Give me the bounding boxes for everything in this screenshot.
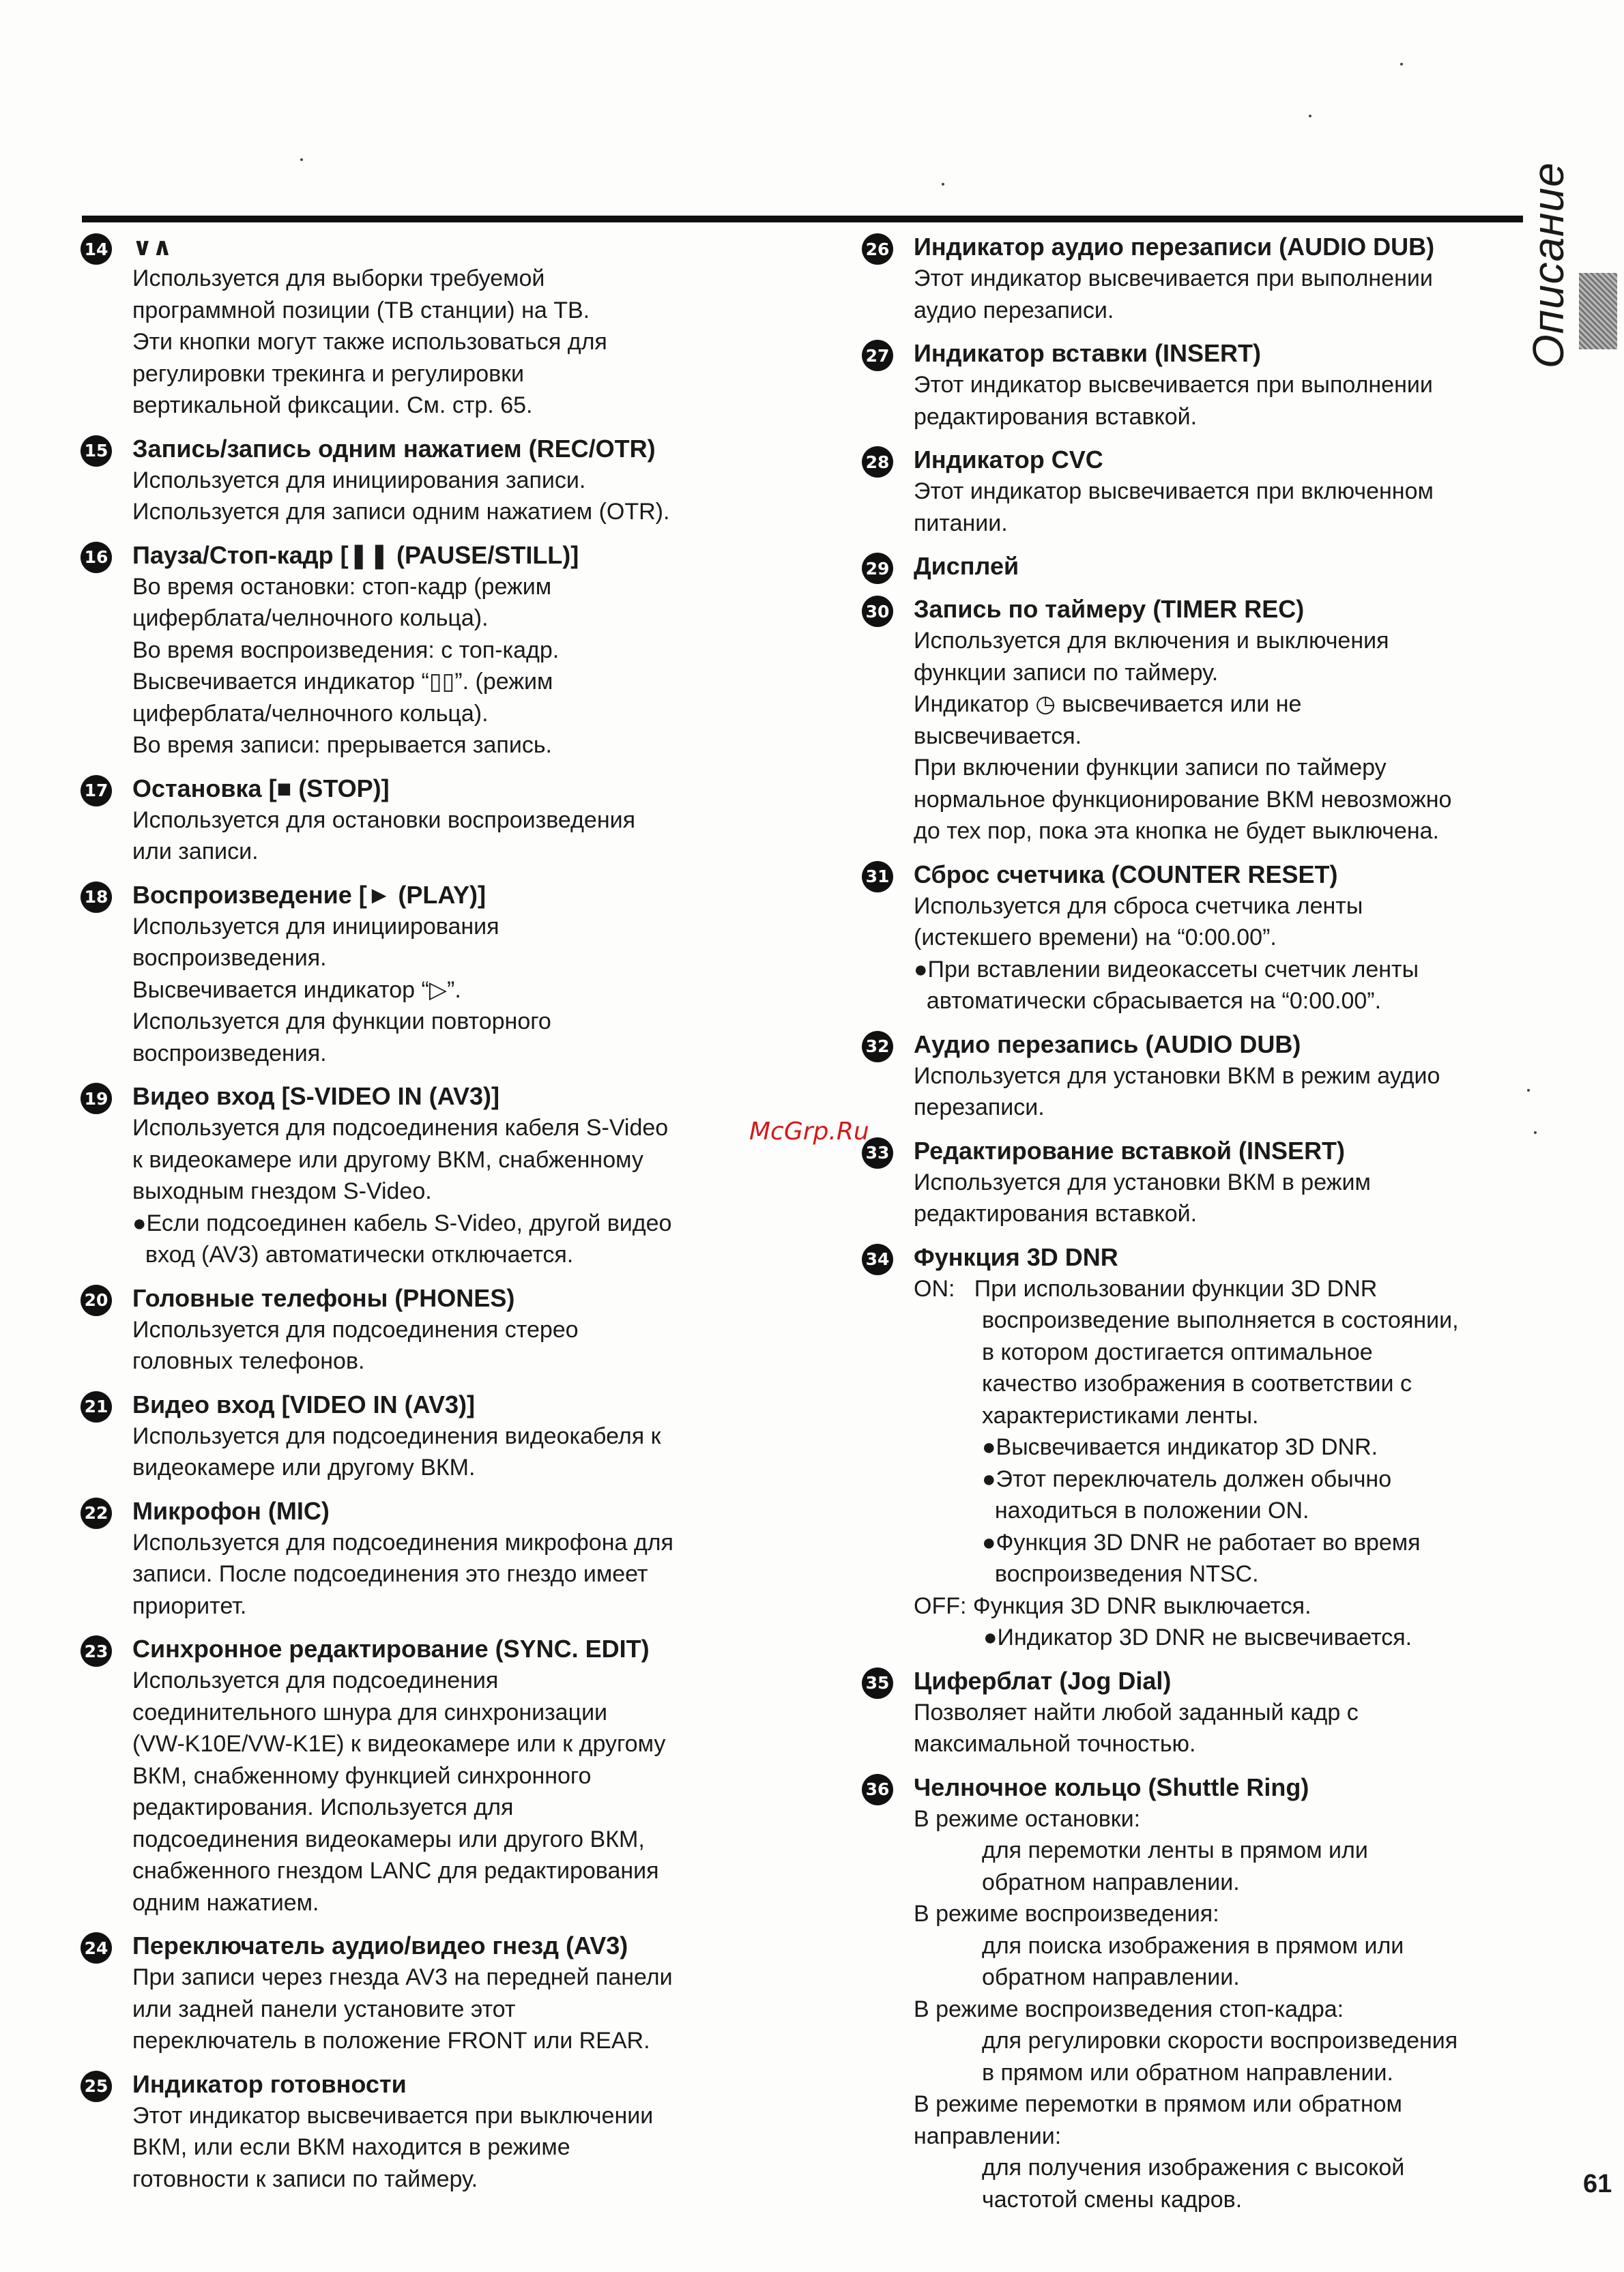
item-text: Используется для инициирования записи. bbox=[132, 467, 586, 493]
item-text: одним нажатием. bbox=[132, 1889, 319, 1916]
item-text: вертикальной фиксации. См. стр. 65. bbox=[132, 392, 533, 418]
scan-speck bbox=[1534, 1131, 1537, 1134]
item-text: ВКМ, или если ВКМ находится в режиме bbox=[132, 2134, 570, 2160]
item-text: характеристиками ленты. bbox=[982, 1402, 1259, 1429]
item-text: Используется для записи одним нажатием (OTR). bbox=[132, 499, 670, 525]
item-text: приоритет. bbox=[132, 1592, 247, 1619]
item-14 bbox=[81, 231, 763, 422]
item-number: 35 bbox=[862, 1667, 893, 1699]
item-text: для поиска изображения в прямом или bbox=[982, 1932, 1404, 1959]
item-number: 14 bbox=[81, 233, 112, 265]
item-text: ВКМ, снабженному функцией синхронного bbox=[132, 1762, 592, 1789]
item-text: Индикатор ◷ высвечивается или не bbox=[914, 691, 1302, 717]
header-rule bbox=[82, 216, 1523, 222]
item-text: (VW-K10E/VW-K1E) к видеокамере или к другому bbox=[132, 1731, 666, 1757]
item-27 bbox=[862, 337, 1531, 433]
item-number: 21 bbox=[81, 1391, 112, 1423]
item-bullet: ●Высвечивается индикатор 3D DNR. bbox=[982, 1434, 1378, 1460]
item-text: переключатель в положение FRONT или REAR. bbox=[132, 2028, 650, 2054]
item-text: воспроизведение выполняется в состоянии, bbox=[982, 1307, 1459, 1333]
item-title: Индикатор вставки (INSERT) bbox=[914, 339, 1261, 367]
item-22 bbox=[81, 1495, 763, 1622]
right-column bbox=[862, 231, 1531, 2226]
item-number: 27 bbox=[862, 340, 893, 371]
item-text: в прямом или обратном направлении. bbox=[982, 2059, 1393, 2086]
item-bullet-cont: автоматически сбрасывается на “0:00.00”. bbox=[914, 988, 1382, 1014]
page-number: 61 bbox=[1583, 2170, 1612, 2198]
item-text: При включении функции записи по таймеру bbox=[914, 755, 1387, 781]
item-title: Микрофон (MIC) bbox=[132, 1496, 330, 1525]
scan-speck bbox=[300, 158, 303, 161]
section-tab-marker bbox=[1579, 273, 1617, 349]
item-16 bbox=[81, 539, 763, 761]
item-text: Используется для подсоединения микрофона для bbox=[132, 1529, 673, 1556]
item-17 bbox=[81, 772, 763, 868]
item-text: воспроизведения. bbox=[132, 945, 327, 971]
item-19 bbox=[81, 1080, 763, 1271]
item-number: 26 bbox=[862, 233, 893, 265]
item-title: Запись/запись одним нажатием (REC/OTR) bbox=[132, 434, 656, 463]
item-bullet: ●При вставлении видеокассеты счетчик ленты bbox=[914, 956, 1419, 982]
item-text: Используется для подсоединения видеокабеля к bbox=[132, 1423, 661, 1449]
item-number: 15 bbox=[81, 435, 112, 467]
item-number: 24 bbox=[81, 1932, 112, 1964]
item-title: Пауза/Стоп-кадр [❚❚ (PAUSE/STILL)] bbox=[132, 540, 579, 569]
item-text: записи. После подсоединения это гнездо имеет bbox=[132, 1561, 648, 1587]
item-30 bbox=[862, 593, 1531, 847]
item-text: аудио перезаписи. bbox=[914, 297, 1114, 323]
item-title: Индикатор готовности bbox=[132, 2069, 407, 2098]
item-text: Используется для инициирования bbox=[132, 913, 499, 940]
item-text: видеокамере или другому ВКМ. bbox=[132, 1455, 476, 1481]
item-bullet-cont: воспроизведения NTSC. bbox=[982, 1561, 1259, 1587]
item-text: В режиме воспроизведения: bbox=[914, 1901, 1219, 1927]
item-title: Аудио перезапись (AUDIO DUB) bbox=[914, 1030, 1301, 1058]
item-title: Видео вход [VIDEO IN (AV3)] bbox=[132, 1390, 475, 1418]
item-text: ON: При использовании функции 3D DNR bbox=[914, 1275, 1378, 1302]
item-title: Переключатель аудио/видео гнезд (AV3) bbox=[132, 1932, 628, 1960]
item-number: 28 bbox=[862, 446, 893, 478]
item-15 bbox=[81, 433, 763, 528]
item-text: Высвечивается индикатор “▯▯”. (режим bbox=[132, 669, 553, 695]
item-text: соединительного шнура для синхронизации bbox=[132, 1699, 608, 1725]
item-24 bbox=[81, 1929, 763, 2057]
scan-speck bbox=[1309, 115, 1311, 117]
item-text: Позволяет найти любой заданный кадр с bbox=[914, 1699, 1359, 1725]
item-text: циферблата/челночного кольца). bbox=[132, 605, 489, 631]
item-text: Используется для установки ВКМ в режим bbox=[914, 1169, 1371, 1195]
item-text: Используется для подсоединения bbox=[132, 1667, 499, 1693]
item-number: 16 bbox=[81, 542, 112, 573]
item-text: подсоединения видеокамеры или другого ВКМ, bbox=[132, 1826, 645, 1852]
item-number: 17 bbox=[81, 775, 112, 806]
item-text: Используется для сброса счетчика ленты bbox=[914, 892, 1363, 919]
item-text: снабженного гнездом LANC для редактирования bbox=[132, 1858, 659, 1884]
item-bullet-cont: вход (AV3) автоматически отключается. bbox=[132, 1242, 574, 1268]
item-text: до тех пор, пока эта кнопка не будет выключена. bbox=[914, 818, 1439, 844]
item-text: готовности к записи по таймеру. bbox=[132, 2166, 478, 2192]
item-text: Используется для функции повторного bbox=[132, 1008, 551, 1034]
item-text: Во время остановки: стоп-кадр (режим bbox=[132, 573, 552, 600]
item-text: Используется для включения и выключения bbox=[914, 628, 1389, 654]
item-text: Высвечивается индикатор “▷”. bbox=[132, 976, 461, 1003]
item-text: нормальное функционирование ВКМ невозможно bbox=[914, 786, 1452, 813]
item-title: Индикатор аудио перезаписи (AUDIO DUB) bbox=[914, 233, 1435, 261]
item-number: 23 bbox=[81, 1635, 112, 1667]
item-bullet: ●Если подсоединен кабель S-Video, другой видео bbox=[132, 1210, 672, 1236]
item-number: 36 bbox=[862, 1774, 893, 1805]
item-bullet: ●Индикатор 3D DNR не высвечивается. bbox=[983, 1625, 1412, 1650]
item-text: Эти кнопки могут также использоваться для bbox=[132, 329, 607, 355]
item-text: редактирования вставкой. bbox=[914, 403, 1198, 430]
item-text: обратном направлении. bbox=[982, 1964, 1240, 1990]
item-text: для регулировки скорости воспроизведения bbox=[982, 2028, 1458, 2054]
item-title: Остановка [■ (STOP)] bbox=[132, 774, 390, 802]
item-text: Этот индикатор высвечивается при выключении bbox=[132, 2102, 654, 2129]
item-text: питании. bbox=[914, 510, 1008, 536]
scan-speck bbox=[942, 183, 944, 186]
item-text: Используется для подсоединения стерео bbox=[132, 1316, 579, 1343]
item-text: Используется для установки ВКМ в режим аудио bbox=[914, 1062, 1440, 1089]
item-text: циферблата/челночного кольца). bbox=[132, 700, 489, 727]
item-title: Дисплей bbox=[914, 552, 1019, 580]
item-number: 33 bbox=[862, 1137, 893, 1169]
item-number: 34 bbox=[862, 1244, 893, 1275]
item-20 bbox=[81, 1282, 763, 1378]
item-text: программной позиции (ТВ станции) на ТВ. bbox=[132, 297, 590, 323]
item-23 bbox=[81, 1633, 763, 1919]
item-text: высвечивается. bbox=[914, 723, 1082, 749]
item-text: обратном направлении. bbox=[982, 1869, 1240, 1895]
item-text: В режиме воспроизведения стоп-кадра: bbox=[914, 1996, 1344, 2022]
item-text: редактирования вставкой. bbox=[914, 1201, 1198, 1227]
item-text: В режиме остановки: bbox=[914, 1805, 1141, 1832]
item-text: OFF: Функция 3D DNR выключается. bbox=[914, 1592, 1311, 1619]
item-bullet-cont: находиться в положении ON. bbox=[982, 1498, 1309, 1524]
item-text: частотой смены кадров. bbox=[982, 2186, 1243, 2213]
item-18 bbox=[81, 879, 763, 1070]
item-text: или записи. bbox=[132, 839, 259, 864]
item-bullet: ●Этот переключатель должен обычно bbox=[982, 1466, 1392, 1492]
item-number: 30 bbox=[862, 596, 893, 627]
item-26 bbox=[862, 231, 1531, 326]
item-28 bbox=[862, 443, 1531, 539]
item-title: ∨∧ bbox=[132, 233, 173, 261]
item-title: Челночное кольцо (Shuttle Ring) bbox=[914, 1773, 1309, 1801]
section-title-text: Описание bbox=[1524, 162, 1573, 368]
item-text: к видеокамере или другому ВКМ, снабженному bbox=[132, 1146, 643, 1173]
item-text: для перемотки ленты в прямом или bbox=[982, 1837, 1368, 1863]
item-text: Во время записи: прерывается запись. bbox=[132, 732, 552, 758]
item-text: Используется для выборки требуемой bbox=[132, 265, 545, 291]
item-number: 18 bbox=[81, 882, 112, 913]
item-text: Используется для подсоединения кабеля S-Video bbox=[132, 1115, 669, 1141]
item-text: В режиме перемотки в прямом или обратном bbox=[914, 2091, 1402, 2117]
item-number: 25 bbox=[81, 2071, 112, 2102]
item-text: функции записи по таймеру. bbox=[914, 659, 1219, 686]
watermark: McGrp.Ru bbox=[749, 1118, 869, 1146]
item-title: Видео вход [S-VIDEO IN (AV3)] bbox=[132, 1082, 499, 1110]
item-number: 19 bbox=[81, 1083, 112, 1114]
item-title: Редактирование вставкой (INSERT) bbox=[914, 1136, 1346, 1165]
item-text: Этот индикатор высвечивается при выполнении bbox=[914, 265, 1433, 291]
item-text: редактирования. Используется для bbox=[132, 1794, 514, 1820]
item-text: для получения изображения с высокой bbox=[982, 2155, 1405, 2181]
item-title: Циферблат (Jog Dial) bbox=[914, 1666, 1172, 1695]
left-column bbox=[81, 231, 763, 2206]
scan-speck bbox=[1400, 63, 1403, 65]
item-32 bbox=[862, 1028, 1531, 1124]
item-number: 31 bbox=[862, 861, 893, 892]
item-text: в котором достигается оптимальное bbox=[982, 1339, 1373, 1365]
item-title: Синхронное редактирование (SYNC. EDIT) bbox=[132, 1635, 650, 1663]
item-34 bbox=[862, 1241, 1531, 1654]
item-title: Индикатор CVC bbox=[914, 446, 1103, 474]
item-36 bbox=[862, 1771, 1531, 2216]
item-text: Во время воспроизведения: с топ-кадр. bbox=[132, 637, 560, 663]
item-text: перезаписи. bbox=[914, 1094, 1045, 1120]
item-bullet: ●Функция 3D DNR не работает во время bbox=[982, 1529, 1421, 1556]
scan-speck bbox=[1527, 1089, 1530, 1092]
item-number: 29 bbox=[862, 553, 893, 584]
item-text: качество изображения в соответствии с bbox=[982, 1371, 1412, 1397]
item-25 bbox=[81, 2068, 763, 2196]
item-29 bbox=[862, 550, 1531, 582]
item-number: 22 bbox=[81, 1498, 112, 1529]
item-31 bbox=[862, 858, 1531, 1017]
item-title: Головные телефоны (PHONES) bbox=[132, 1283, 515, 1312]
item-number: 20 bbox=[81, 1285, 112, 1316]
item-21 bbox=[81, 1388, 763, 1484]
item-title: Воспроизведение [► (PLAY)] bbox=[132, 880, 487, 909]
item-text: Используется для остановки воспроизведения bbox=[132, 806, 635, 833]
item-text: воспроизведения. bbox=[132, 1040, 327, 1066]
item-35 bbox=[862, 1665, 1531, 1760]
item-text: направлении: bbox=[914, 2123, 1062, 2149]
item-text: Этот индикатор высвечивается при выполнении bbox=[914, 372, 1433, 398]
item-title: Сброс счетчика (COUNTER RESET) bbox=[914, 860, 1338, 888]
item-text: максимальной точностью. bbox=[914, 1731, 1196, 1757]
item-text: (истекшего времени) на “0:00.00”. bbox=[914, 924, 1277, 950]
item-title: Функция 3D DNR bbox=[914, 1242, 1118, 1271]
item-text: При записи через гнезда AV3 на передней панели bbox=[132, 1964, 673, 1990]
item-text: выходным гнездом S-Video. bbox=[132, 1178, 432, 1204]
item-title: Запись по таймеру (TIMER REC) bbox=[914, 595, 1305, 623]
item-text: или задней панели установите этот bbox=[132, 1996, 516, 2022]
item-number: 32 bbox=[862, 1031, 893, 1062]
item-text: регулировки трекинга и регулировки bbox=[132, 360, 525, 387]
item-text: головных телефонов. bbox=[132, 1348, 365, 1374]
item-33 bbox=[862, 1135, 1531, 1230]
item-text: Этот индикатор высвечивается при включенном bbox=[914, 478, 1434, 504]
